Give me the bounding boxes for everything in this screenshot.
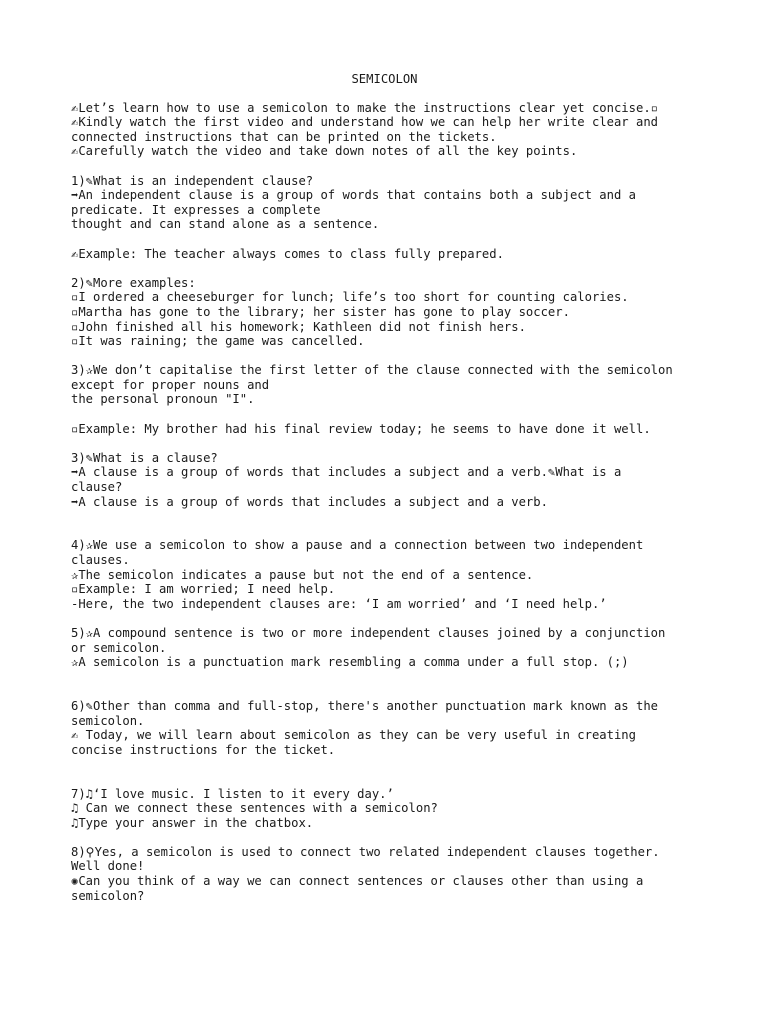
text-line: the personal pronoun "I". xyxy=(71,392,255,407)
text-line: ▫Example: My brother had his final review today; he seems to have done it well. xyxy=(71,421,651,436)
text-line: ▫It was raining; the game was cancelled. xyxy=(71,334,365,349)
text-line: thought and can stand alone as a sentence. xyxy=(71,217,380,232)
text-line: 8)⚲Yes, a semicolon is used to connect two related independent clauses together. Well done! xyxy=(71,844,667,874)
text-line: ✰A semicolon is a punctuation mark resembling a comma under a full stop. (;) xyxy=(71,655,629,670)
paragraph-block xyxy=(71,101,678,159)
paragraph-block xyxy=(71,626,678,670)
text-line: ✺Can you think of a way we can connect sentences or clauses other than using a semicolon? xyxy=(71,874,651,903)
text-line: ✍Example: The teacher always comes to class fully prepared. xyxy=(71,246,504,261)
text-line: ♫ Can we connect these sentences with a semicolon? xyxy=(71,801,438,816)
document-body xyxy=(71,100,681,904)
text-line: ▫Example: I am worried; I need help. xyxy=(71,582,336,597)
text-line: ✍Kindly watch the first video and understand how we can help her write clear and connected instructions that can be printed on the tickets. xyxy=(71,115,666,144)
text-line: ✍ Today, we will learn about semicolon as they can be very useful in creating concise instructions for the ticket. xyxy=(71,728,644,757)
paragraph-block xyxy=(71,699,678,757)
text-line: ✍Carefully watch the video and take down notes of all the key points. xyxy=(71,144,578,159)
text-line: 3)✎What is a clause? xyxy=(71,450,218,465)
text-line: ▫I ordered a cheeseburger for lunch; life’s too short for counting calories. xyxy=(71,290,629,305)
text-line: 7)♫‘I love music. I listen to it every day.’ xyxy=(71,786,394,801)
text-line: ✰The semicolon indicates a pause but not the end of a sentence. xyxy=(71,567,534,582)
text-line: ▫Martha has gone to the library; her sister has gone to play soccer. xyxy=(71,304,570,319)
text-line: 5)✰A compound sentence is two or more independent clauses joined by a conjunction or semicolon. xyxy=(71,625,673,655)
text-line: ✍Let’s learn how to use a semicolon to make the instructions clear yet concise.▫ xyxy=(71,100,658,115)
text-line: ➡A clause is a group of words that includes a subject and a verb. xyxy=(71,494,548,509)
text-line: ➡A clause is a group of words that includes a subject and a verb.✎What is a clause? xyxy=(71,465,629,495)
text-line: ♫Type your answer in the chatbox. xyxy=(71,815,314,830)
page-title: SEMICOLON xyxy=(351,72,418,86)
text-line: 4)✰We use a semicolon to show a pause and a connection between two independent clauses. xyxy=(71,538,651,567)
paragraph-block xyxy=(71,247,678,262)
text-line: 2)✎More examples: xyxy=(71,275,196,290)
text-line: 3)✰We don’t capitalise the first letter of the clause connected with the semicolon except for proper nouns and xyxy=(71,363,681,392)
text-line: -Here, the two independent clauses are: ‘I am worried’ and ‘I need help.’ xyxy=(71,596,607,611)
paragraph-block xyxy=(71,845,678,903)
paragraph-block xyxy=(71,422,678,437)
text-line: ➡An independent clause is a group of words that contains both a subject and a predicate. It expresses a complete xyxy=(71,188,644,217)
paragraph-block xyxy=(71,538,678,611)
paragraph-block xyxy=(71,787,678,831)
paragraph-block xyxy=(71,451,678,509)
text-line: ▫John finished all his homework; Kathleen did not finish hers. xyxy=(71,319,526,334)
paragraph-block xyxy=(71,276,678,349)
text-line: 1)✎What is an independent clause? xyxy=(71,173,314,188)
text-line: 6)✎Other than comma and full-stop, there's another punctuation mark known as the semicolon. xyxy=(71,698,666,728)
paragraph-block xyxy=(71,174,678,232)
paragraph-block xyxy=(71,363,681,407)
